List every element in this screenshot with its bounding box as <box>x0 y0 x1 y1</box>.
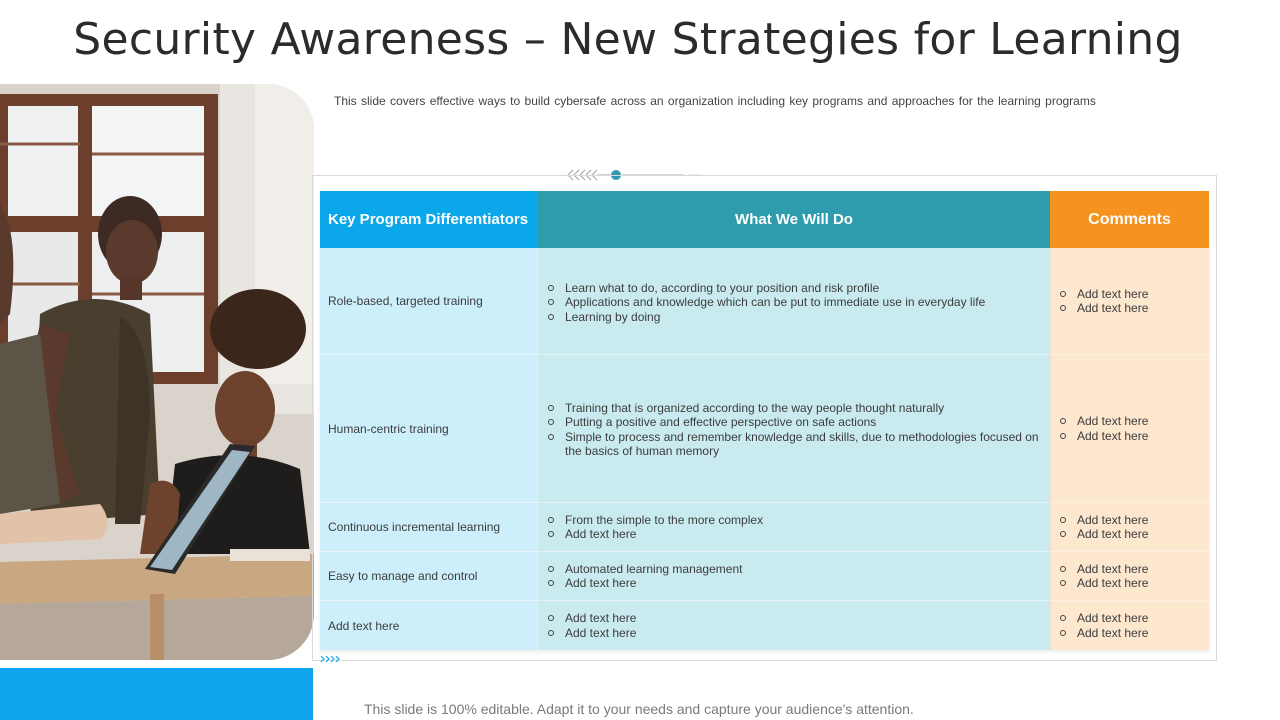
actions-cell <box>538 552 1050 601</box>
action-item: Learn what to do, according to your position and risk profile <box>547 281 985 295</box>
program-cell: Easy to manage and control <box>320 552 538 601</box>
comments-list <box>1059 611 1148 640</box>
slide-title: Security Awareness – New Strategies for Learning <box>73 14 1183 65</box>
action-item: Add text here <box>547 626 636 640</box>
actions-cell <box>538 601 1050 650</box>
comment-item: Add text here <box>1059 287 1148 301</box>
action-item: Add text here <box>547 611 636 625</box>
comment-item: Add text here <box>1059 576 1148 590</box>
comments-list <box>1059 562 1148 591</box>
comments-cell <box>1050 503 1209 552</box>
comment-item: Add text here <box>1059 527 1148 541</box>
action-item: Applications and knowledge which can be put to immediate use in everyday life <box>547 295 985 309</box>
comments-list <box>1059 287 1148 316</box>
comment-item: Add text here <box>1059 562 1148 576</box>
comments-list <box>1059 414 1148 443</box>
comment-item: Add text here <box>1059 611 1148 625</box>
footer-note: This slide is 100% editable. Adapt it to your needs and capture your audience's attention. <box>364 701 914 717</box>
double-chevron-right-icon <box>320 654 344 664</box>
header-comments: Comments <box>1050 191 1209 248</box>
action-item: Simple to process and remember knowledge and skills, due to methodologies focused on the basics of human memory <box>547 430 1044 459</box>
comments-list <box>1059 513 1148 542</box>
program-cell: Human-centric training <box>320 355 538 503</box>
action-item: Learning by doing <box>547 310 985 324</box>
header-what-we-will-do: What We Will Do <box>538 191 1050 248</box>
actions-cell <box>538 248 1050 355</box>
action-item: From the simple to the more complex <box>547 513 763 527</box>
header-key-program: Key Program Differentiators <box>320 191 538 248</box>
accent-bar <box>0 668 313 720</box>
comment-item: Add text here <box>1059 429 1148 443</box>
comment-item: Add text here <box>1059 513 1148 527</box>
comments-cell <box>1050 248 1209 355</box>
action-item: Add text here <box>547 527 763 541</box>
actions-list <box>547 562 742 591</box>
actions-list <box>547 281 985 324</box>
actions-list <box>547 401 1044 458</box>
action-item: Putting a positive and effective perspective on safe actions <box>547 415 1044 429</box>
program-cell: Continuous incremental learning <box>320 503 538 552</box>
action-item: Automated learning management <box>547 562 742 576</box>
team-photo <box>0 84 314 660</box>
comments-cell <box>1050 355 1209 503</box>
comments-cell <box>1050 601 1209 650</box>
comment-item: Add text here <box>1059 626 1148 640</box>
action-item: Training that is organized according to the way people thought naturally <box>547 401 1044 415</box>
program-cell: Add text here <box>320 601 538 650</box>
actions-list <box>547 513 763 542</box>
actions-list <box>547 611 636 640</box>
action-item: Add text here <box>547 576 742 590</box>
slide-subtitle: This slide covers effective ways to build cybersafe across an organization including key programs and approaches for the learning programs <box>334 94 1096 108</box>
comment-item: Add text here <box>1059 414 1148 428</box>
comment-item: Add text here <box>1059 301 1148 315</box>
program-cell: Role-based, targeted training <box>320 248 538 355</box>
actions-cell <box>538 355 1050 503</box>
program-table <box>320 191 1209 650</box>
actions-cell <box>538 503 1050 552</box>
comments-cell <box>1050 552 1209 601</box>
